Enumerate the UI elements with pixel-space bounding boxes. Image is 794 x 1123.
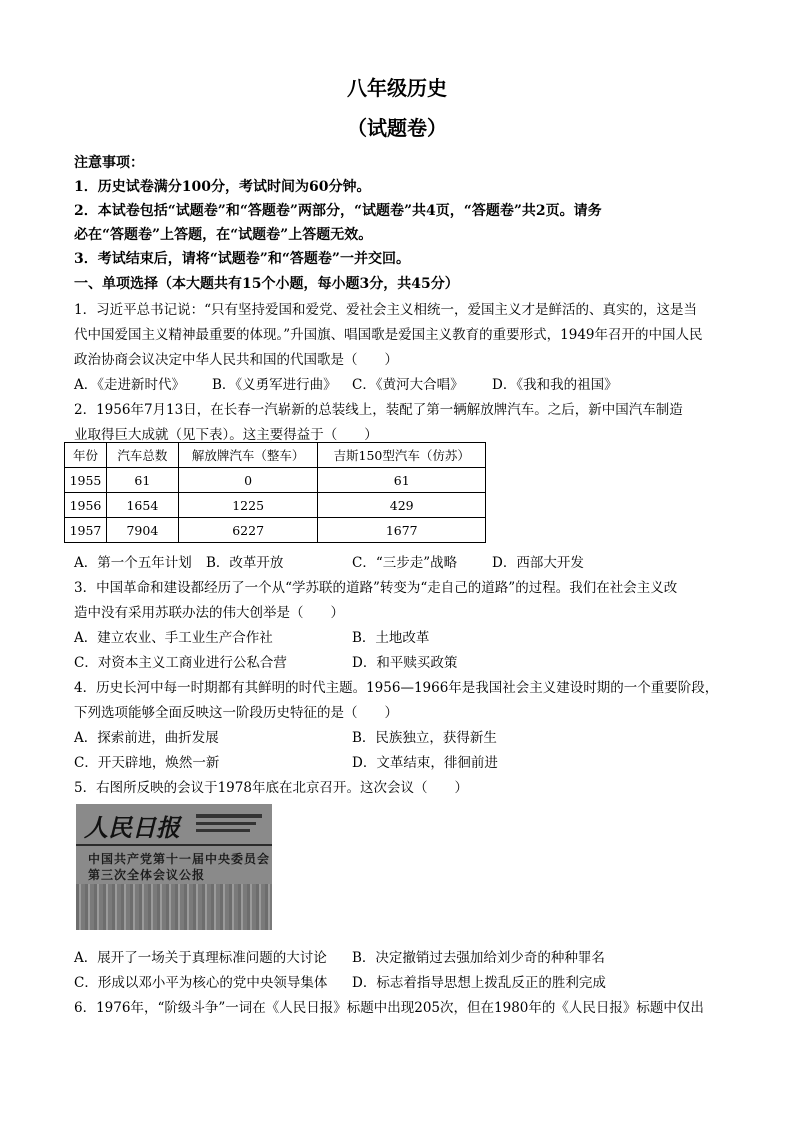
table-header-cell: 吉斯150型汽车（仿苏） (318, 443, 486, 468)
q2-option-c: C．“三步走”战略 (352, 555, 458, 571)
table-cell: 429 (318, 493, 486, 518)
q5-option-c: C．形成以邓小平为核心的党中央领导集体 (74, 975, 328, 991)
notes-heading: 注意事项： (74, 155, 144, 171)
q1-option-c: C．《黄河大合唱》 (352, 377, 464, 393)
q4-stem-line: 4．历史长河中每一时期都有其鲜明的时代主题。1956—1966年是我国社会主义建设时期的一个重要阶段， (74, 680, 719, 696)
table-cell: 1957 (65, 518, 107, 543)
table-row (65, 518, 486, 543)
q5-option-a: A．展开了一场关于真理标准问题的大讨论 (74, 950, 327, 966)
q2-stem-line: 2．1956年7月13日，在长春一汽崭新的总装线上，装配了第一辆解放牌汽车。之后，新中国汽车制造 (74, 402, 683, 418)
q4-stem-line: 下列选项能够全面反映这一阶段历史特征的是（ ） (74, 705, 398, 721)
table-cell: 1956 (65, 493, 107, 518)
car-production-table (64, 442, 486, 543)
newspaper-rule (76, 844, 272, 846)
q4-option-b: B．民族独立，获得新生 (352, 730, 497, 746)
masthead-ornament (196, 822, 256, 825)
table-cell: 61 (106, 468, 178, 493)
table-row (65, 493, 486, 518)
table-cell: 0 (178, 468, 318, 493)
q4-option-d: D．文革结束，徘徊前进 (352, 755, 498, 771)
q4-option-a: A．探索前进，曲折发展 (74, 730, 219, 746)
q3-option-a: A．建立农业、手工业生产合作社 (74, 630, 273, 646)
q5-stem-line: 5．右图所反映的会议于1978年底在北京召开。这次会议（ ） (74, 780, 468, 796)
table-row (65, 468, 486, 493)
q1-option-b: B．《义勇军进行曲》 (212, 377, 337, 393)
q5-option-b: B．决定撤销过去强加给刘少奇的种种罪名 (352, 950, 605, 966)
q2-option-b: B．改革开放 (206, 555, 284, 571)
q5-option-d: D．标志着指导思想上拨乱反正的胜利完成 (352, 975, 606, 991)
table-header-cell: 汽车总数 (106, 443, 178, 468)
table-header-row (65, 443, 486, 468)
q1-stem-line: 代中国爱国主义精神最重要的体现。”升国旗、唱国歌是爱国主义教育的重要形式，1949年召开的中国人民 (74, 327, 703, 343)
table-cell: 61 (318, 468, 486, 493)
page-subtitle: （试题卷） (347, 116, 447, 140)
page-title: 八年级历史 (347, 76, 447, 100)
table-header-cell: 年份 (65, 443, 107, 468)
table-cell: 6227 (178, 518, 318, 543)
table-header-cell: 解放牌汽车（整车） (178, 443, 318, 468)
table-cell: 1225 (178, 493, 318, 518)
q3-stem-line: 3．中国革命和建设都经历了一个从“学苏联的道路”转变为“走自己的道路”的过程。我们在社会主义改 (74, 580, 678, 596)
q3-option-c: C．对资本主义工商业进行公私合营 (74, 655, 287, 671)
newspaper-image (76, 804, 272, 930)
q4-option-c: C．开天辟地，焕然一新 (74, 755, 220, 771)
newspaper-masthead: 人民日报 (84, 813, 180, 842)
q2-option-d: D．西部大开发 (492, 555, 584, 571)
table-cell: 1955 (65, 468, 107, 493)
newspaper-headline: 第三次全体会议公报 (88, 868, 206, 882)
q6-stem-line: 6．1976年，“阶级斗争”一词在《人民日报》标题中出现205次，但在1980年的《人民日报》标题中仅出 (74, 1000, 704, 1016)
masthead-ornament (196, 814, 262, 818)
newspaper-headline: 中国共产党第十一届中央委员会 (88, 852, 271, 866)
masthead-ornament (196, 829, 250, 832)
notes-item: 2．本试卷包括“试题卷”和“答题卷”两部分，“试题卷”共4页，“答题卷”共2页。请务 (74, 203, 602, 219)
table-cell: 1654 (106, 493, 178, 518)
q3-stem-line: 造中没有采用苏联办法的伟大创举是（ ） (74, 605, 344, 621)
q3-option-b: B．土地改革 (352, 630, 430, 646)
q3-option-d: D．和平赎买政策 (352, 655, 458, 671)
q2-option-a: A．第一个五年计划 (74, 555, 192, 571)
section-heading: 一、单项选择（本大题共有15个小题，每小题3分，共45分） (74, 276, 459, 292)
notes-item: 必在“答题卷”上答题，在“试题卷”上答题无效。 (74, 227, 373, 243)
q1-stem-line: 政治协商会议决定中华人民共和国的代国歌是（ ） (74, 352, 398, 368)
q1-stem-line: 1．习近平总书记说：“只有坚持爱国和爱党、爱社会主义相统一，爱国主义才是鲜活的、真实的，这是当 (74, 302, 697, 318)
table-cell: 7904 (106, 518, 178, 543)
notes-item: 3．考试结束后，请将“试题卷”和“答题卷”一并交回。 (74, 251, 410, 267)
q2-stem-line: 业取得巨大成就（见下表）。这主要得益于（ ） (74, 427, 378, 443)
q1-option-d: D．《我和我的祖国》 (492, 377, 618, 393)
newspaper-body-texture (76, 884, 272, 930)
notes-item: 1．历史试卷满分100分，考试时间为60分钟。 (74, 179, 371, 195)
q1-option-a: A．《走进新时代》 (74, 377, 185, 393)
table-cell: 1677 (318, 518, 486, 543)
